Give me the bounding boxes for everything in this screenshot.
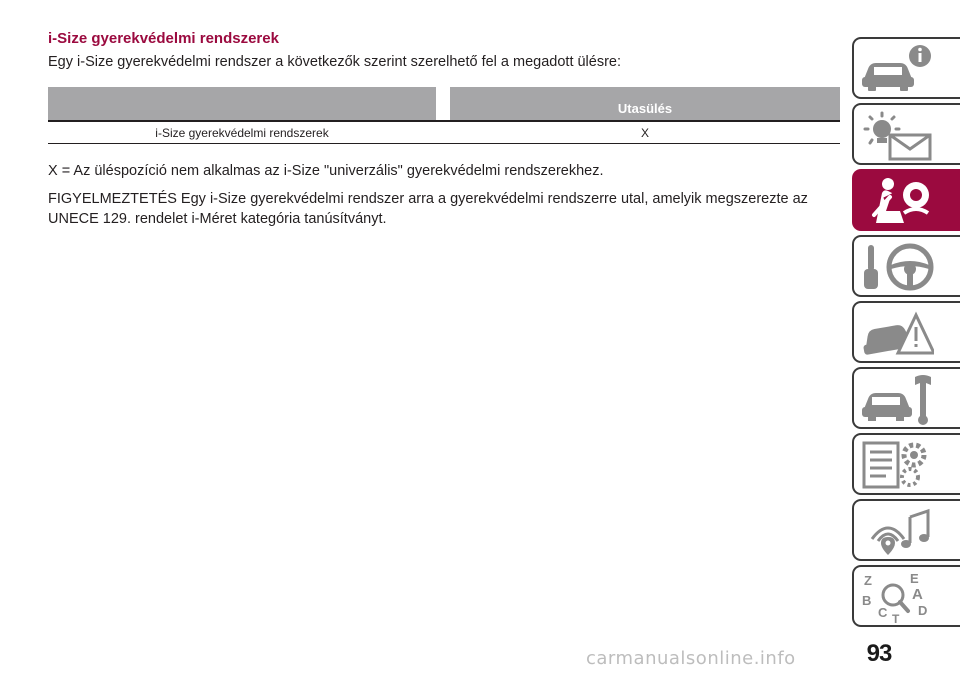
tab-warning-lights[interactable]: [852, 103, 960, 165]
index-letter: T: [892, 612, 900, 623]
tab-starting-driving[interactable]: [852, 235, 960, 297]
watermark: carmanualsonline.info: [586, 648, 796, 669]
tab-emergency[interactable]: [852, 301, 960, 363]
page-content: [48, 30, 840, 229]
alphabetical-index-icon: [860, 571, 934, 623]
car-breakdown-warning-icon: [860, 307, 934, 359]
index-letter: E: [910, 571, 919, 586]
table-header-row: [48, 87, 840, 120]
multimedia-music-icon: [860, 505, 934, 557]
tab-car-info[interactable]: [852, 37, 960, 99]
tab-index[interactable]: [852, 565, 960, 627]
table-bottom-rule: [48, 143, 840, 144]
table-cell-value: X: [640, 125, 649, 140]
tab-technical-data[interactable]: [852, 433, 960, 495]
index-letter: D: [918, 603, 928, 618]
index-letter: C: [878, 605, 888, 620]
index-letter: B: [862, 593, 872, 608]
specifications-gears-icon: [860, 439, 934, 491]
index-letter: Z: [864, 573, 872, 588]
index-letter: A: [912, 586, 923, 603]
seat-compatibility-table: [48, 87, 840, 144]
intro-paragraph: Egy i-Size gyerekvédelmi rendszer a következők szerint szerelhető fel a megadott ülésre:: [48, 54, 622, 70]
tab-maintenance[interactable]: [852, 367, 960, 429]
car-maintenance-wrench-icon: [860, 373, 934, 425]
section-title: i-Size gyerekvédelmi rendszerek: [48, 30, 279, 47]
legend-note: X = Az üléspozíció nem alkalmas az i-Size "univerzális" gyerekvédelmi rendszerekhez.: [48, 163, 604, 179]
warning-paragraph: FIGYELMEZTETÉS Egy i-Size gyerekvédelmi rendszer arra a gyerekvédelmi rendszerre utal, amelyik megszerezte az UNECE 129. rendelet i-Méret kategória tanúsítványt.: [48, 191, 808, 227]
table-header-passenger-seat: Utasülés: [450, 87, 840, 120]
key-steering-wheel-icon: [860, 241, 934, 293]
warning-light-message-icon: [860, 109, 934, 161]
tab-multimedia[interactable]: [852, 499, 960, 561]
table-row: [48, 122, 840, 143]
car-info-icon: [860, 43, 934, 95]
table-cell-label: i-Size gyerekvédelmi rendszerek: [155, 125, 329, 140]
table-header-empty: [48, 87, 436, 120]
page-number: 93: [866, 640, 892, 667]
tab-safety[interactable]: [852, 169, 960, 231]
seat-airbag-icon: [860, 175, 934, 227]
